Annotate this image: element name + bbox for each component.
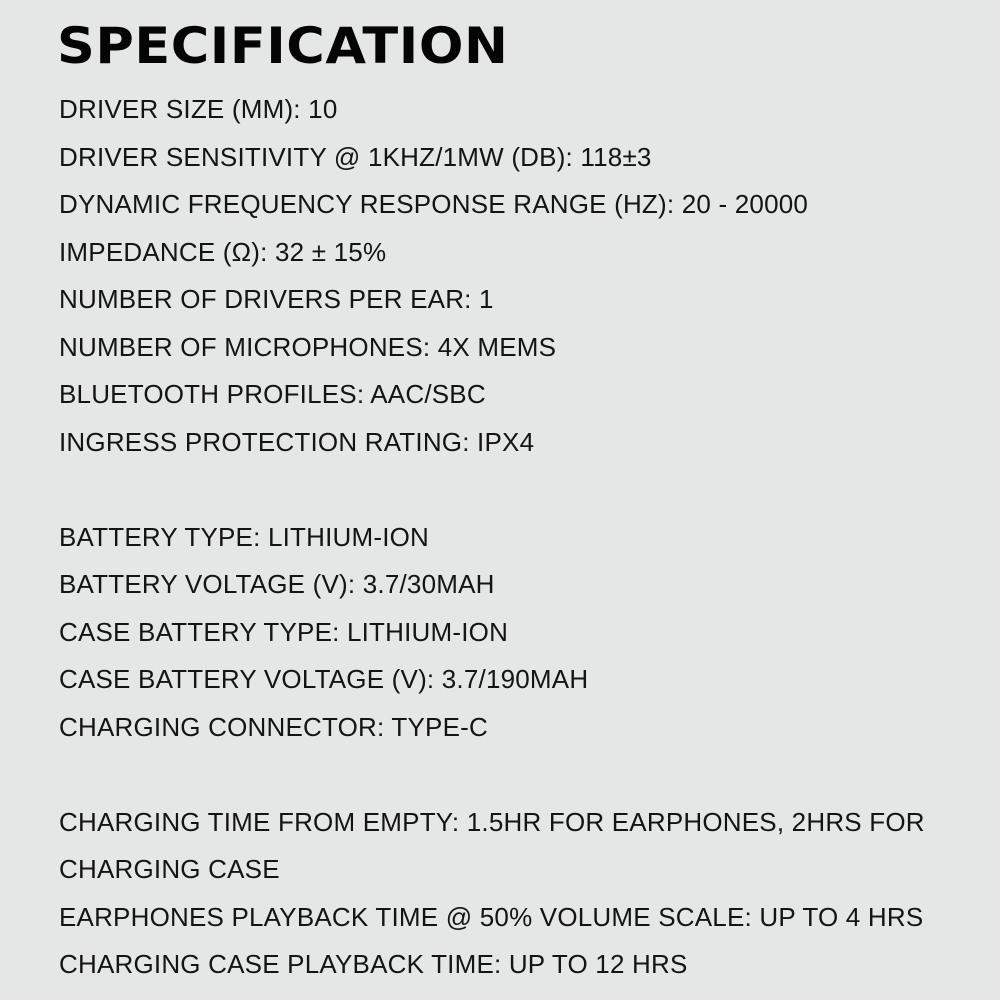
spec-impedance: IMPEDANCE (Ω): 32 ± 15% [59,236,387,267]
spec-case-battery-type: CASE BATTERY TYPE: LITHIUM-ION [59,616,509,647]
spec-case-playback-time: CHARGING CASE PLAYBACK TIME: UP TO 12 HRS [59,949,688,979]
section-spacer [59,751,925,799]
specification-list [59,86,925,989]
spec-microphones: NUMBER OF MICROPHONES: 4X MEMS [59,331,557,362]
spec-group-audio [59,86,925,466]
spec-charging-connector: CHARGING CONNECTOR: TYPE-C [59,711,488,742]
spec-driver-size: DRIVER SIZE (MM): 10 [59,94,338,124]
spec-frequency-response: DYNAMIC FREQUENCY RESPONSE RANGE (HZ): 20 - 20000 [59,189,809,219]
section-spacer [59,466,925,514]
spec-charging-time-continued: CHARGING CASE [59,854,280,884]
spec-bluetooth-profiles: BLUETOOTH PROFILES: AAC/SBC [59,379,486,409]
spec-group-timing [59,799,925,989]
spec-charging-time: CHARGING TIME FROM EMPTY: 1.5HR FOR EARPHONES, 2HRS FOR [59,806,925,837]
spec-battery-voltage: BATTERY VOLTAGE (V): 3.7/30MAH [59,569,495,599]
spec-earphones-playback-time: EARPHONES PLAYBACK TIME @ 50% VOLUME SCALE: UP TO 4 HRS [59,901,924,932]
spec-battery-type: BATTERY TYPE: LITHIUM-ION [59,521,430,552]
spec-driver-sensitivity: DRIVER SENSITIVITY @ 1KHZ/1MW (DB): 118±3 [59,141,652,172]
page-title: SPECIFICATION [57,17,509,75]
spec-drivers-per-ear: NUMBER OF DRIVERS PER EAR: 1 [59,284,494,314]
spec-case-battery-voltage: CASE BATTERY VOLTAGE (V): 3.7/190MAH [59,664,589,694]
spec-ingress-protection: INGRESS PROTECTION RATING: IPX4 [59,426,535,457]
spec-group-battery [59,514,925,752]
